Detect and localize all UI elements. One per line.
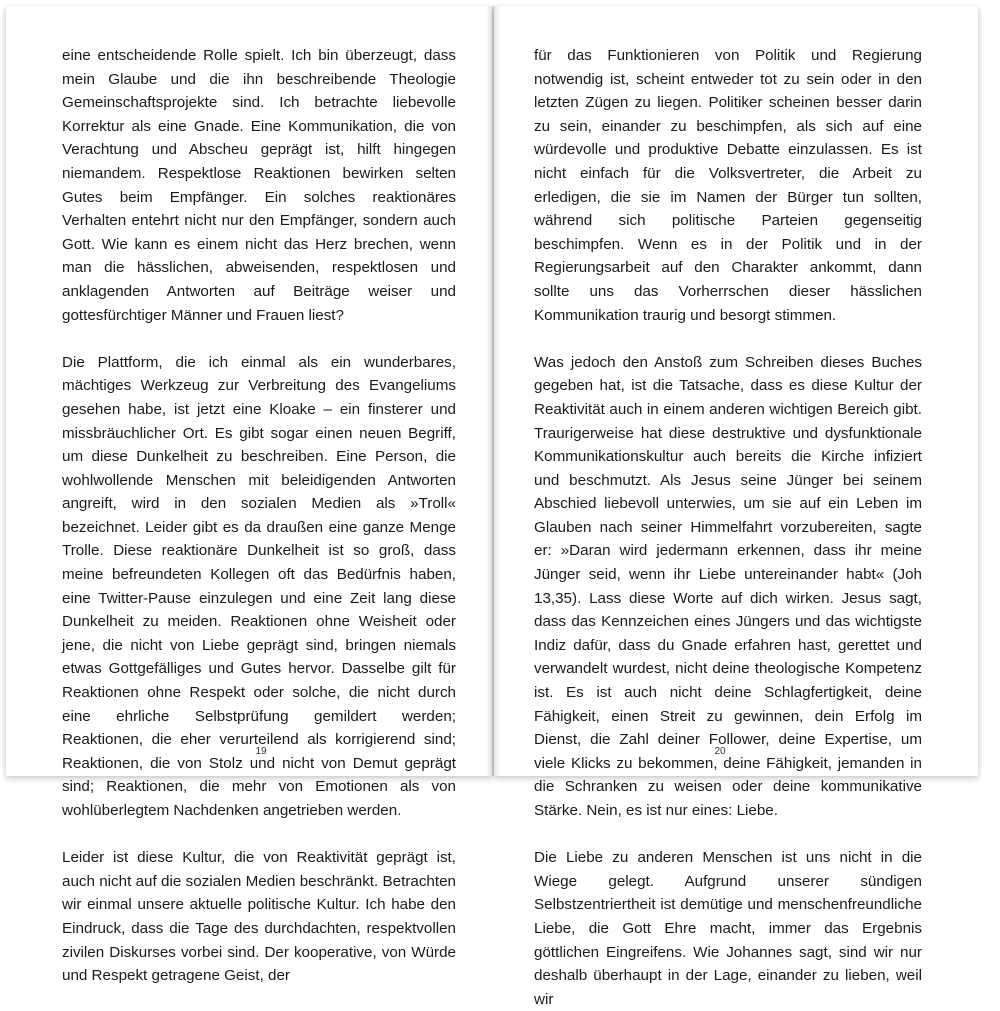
paragraph: Die Plattform, die ich einmal als ein wunderbares, mächtiges Werkzeug zur Verbreitung des Evangeliums gesehen habe, ist jetzt eine Kloake – ein finsterer und missbräuchlicher Ort. Es gibt sogar einen neuen Begriff, um diese Dunkelheit zu beschreiben. Eine Person, die wohlwollende Menschen mit beleidigenden Antworten angreift, wird in den sozialen Medien als »Troll« bezeichnet. Leider gibt es da draußen eine ganze Menge Trolle. Diese reaktionäre Dunkelheit ist so groß, dass meine befreundeten Kollegen oft das Bedürfnis haben, eine Twitter-Pause einzulegen und eine Zeit lang diese Dunkelheit zu meiden. Reaktionen ohne Weisheit oder jene, die nicht von Liebe geprägt sind, bringen niemals etwas Gottgefälliges und Gutes hervor. Dasselbe gilt für Reaktionen ohne Respekt oder solche, die nicht durch eine ehrliche Selbstprüfung gemildert werden; Reaktionen, die eher verurteilend als korrigierend sind; Reaktionen, die von Stolz und nicht von Demut geprägt sind; Reaktionen, die mehr von Emotionen als von wohlüberlegtem Nachdenken angetrieben werden. [62, 353, 456, 819]
left-page-text [62, 44, 456, 988]
right-page-text [534, 44, 922, 1011]
paragraph: Leider ist diese Kultur, die von Reaktivität geprägt ist, auch nicht auf die sozialen Medien beschränkt. Betrachten wir einmal unsere aktuelle politische Kultur. Ich habe den Eindruck, dass die Tage des durchdachten, respektvollen zivilen Diskurses vorbei sind. Der kooperative, von Würde und Respekt getragene Geist, der [62, 849, 456, 985]
page-number: 20 [714, 746, 726, 757]
paragraph: Was jedoch den Anstoß zum Schreiben dieses Buches gegeben hat, ist die Tatsache, dass es diese Kultur der Reaktivität auch in einem anderen wichtigen Bereich gibt. Traurigerweise hat diese destruktive und dysfunktionale Kommunikationskultur auch bereits die Kirche infiziert und beschmutzt. Als Jesus seine Jünger bei seinem Abschied liebevoll unterwies, um sie auf ein Leben im Glauben nach seiner Himmelfahrt vorzubereiten, sagte er: »Daran wird jedermann erkennen, dass ihr meine Jünger seid, wenn ihr Liebe untereinander habt« (Joh 13,35). Lass diese Worte auf dich wirken. Jesus sagt, dass das Kennzeichen eines Jüngers und das wichtigste Indiz dafür, dass du Gnade erfahren hast, gerettet und verwandelt wurdest, nicht deine theologische Kompetenz ist. Es ist auch nicht deine Schlagfertigkeit, deine Fähigkeit, einen Streit zu gewinnen, dein Erfolg im Dienst, die Zahl deiner Follower, deine Expertise, um viele Klicks zu bekommen, deine Fähigkeit, jemanden in die Schranken zu weisen oder deine kommunikative Stärke. Nein, es ist nur eines: Liebe. [534, 353, 922, 819]
paragraph: für das Funktionieren von Politik und Regierung notwendig ist, scheint entweder tot zu sein oder in den letzten Zügen zu liegen. Politiker scheinen besser darin zu sein, einander zu beschimpfen, als sich auf eine würdevolle und produktive Debatte einzulassen. Es ist nicht einfach für die Volksvertreter, die Arbeit zu erledigen, die sie im Namen der Bürger tun sollten, während sich politische Parteien gegenseitig beschimpfen. Wenn es in der Politik und in der Regierungsarbeit auf den Charakter ankommt, dann sollte uns das Vorherrschen dieser hässlichen Kommunikation traurig und besorgt stimmen. [534, 47, 922, 324]
left-page [6, 6, 492, 985]
page-number: 19 [255, 746, 267, 757]
paragraph: Die Liebe zu anderen Menschen ist uns nicht in die Wiege gelegt. Aufgrund unserer sündigen Selbstzentriertheit ist demütige und menschenfreundliche Liebe, die Gott Ehre macht, immer das Ergebnis göttlichen Eingreifens. Wie Johannes sagt, sind wir nur deshalb überhaupt in der Lage, einander zu lieben, weil wir [534, 849, 922, 1008]
paragraph: eine entscheidende Rolle spielt. Ich bin überzeugt, dass mein Glaube und die ihn beschreibende Theologie Gemeinschaftsprojekte sind. Ich betrachte liebevolle Korrektur als eine Gnade. Eine Kommunikation, die von Verachtung und Abscheu geprägt ist, hilft hingegen niemandem. Respektlose Reaktionen bewirken selten Gutes beim Empfänger. Ein solches reaktionäres Verhalten entehrt nicht nur den Empfänger, sondern auch Gott. Wie kann es einem nicht das Herz brechen, wenn man die hässlichen, abweisenden, respektlosen und anklagenden Antworten auf Beiträge weiser und gottesfürchtiger Männer und Frauen liest? [62, 47, 456, 324]
right-page [494, 6, 978, 1008]
